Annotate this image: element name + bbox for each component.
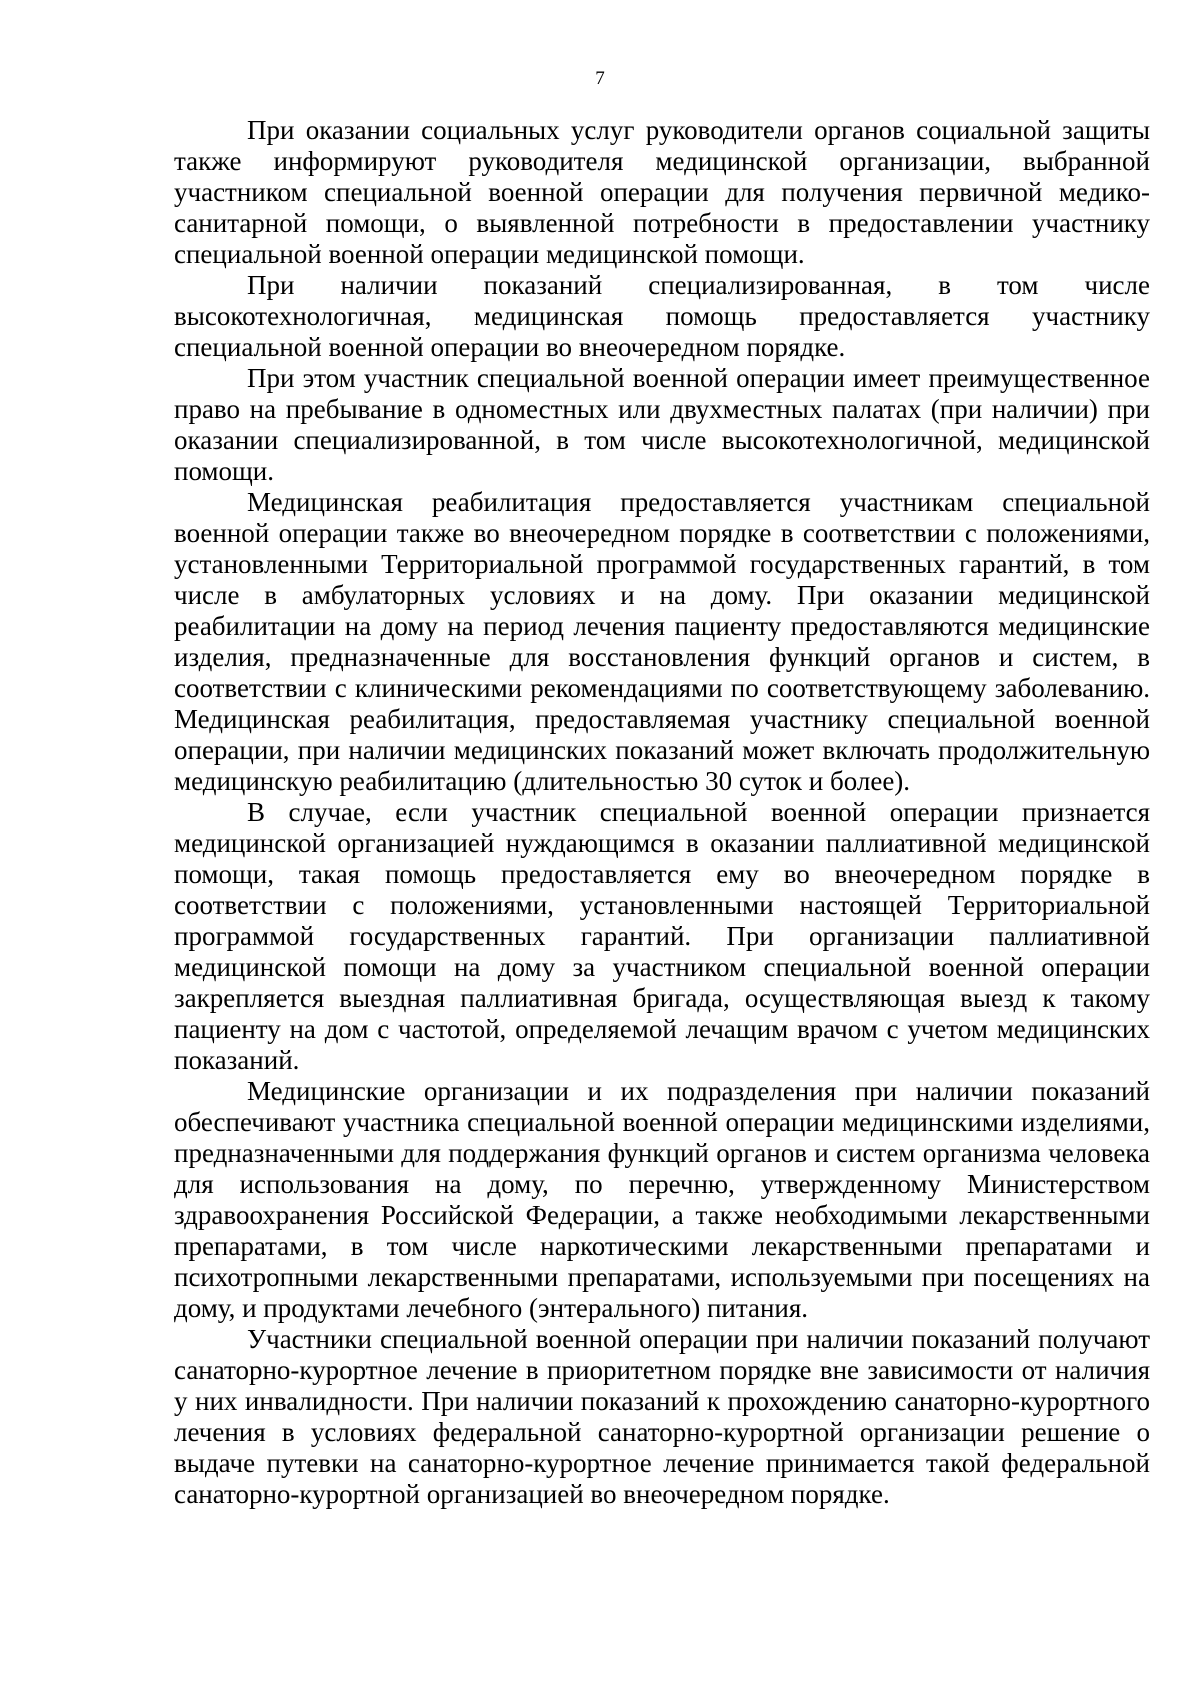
page-number: 7 bbox=[595, 68, 605, 89]
paragraph-ward-priority: При этом участник специальной военной операции имеет преимущественное право на пребывание в одноместных или двухместных палатах (при наличии) при оказании специализированной, в том числе высокотехнологичной, медицинской помощи. bbox=[174, 363, 1150, 486]
paragraph-social-services-notification: При оказании социальных услуг руководители органов социальной защиты также информируют руководителя медицинской организации, выбранной участником специальной военной операции для получения первичной медико-санитарной помощи, о выявленной потребности в предоставлении участнику специальной военной операции медицинской помощи. bbox=[174, 115, 1150, 269]
paragraph-sanatorium-treatment: Участники специальной военной операции при наличии показаний получают санаторно-курортное лечение в приоритетном порядке вне зависимости от наличия у них инвалидности. При наличии показаний к прохождению санаторно-курортного лечения в условиях федеральной санаторно-курортной организации решение о выдаче путевки на санаторно-курортное лечение принимается такой федеральной санаторно-курортной организацией во внеочередном порядке. bbox=[174, 1324, 1150, 1509]
paragraph-medical-devices-and-drugs: Медицинские организации и их подразделения при наличии показаний обеспечивают участника специальной военной операции медицинскими изделиями, предназначенными для поддержания функций органов и систем организма человека для использования на дому, по перечню, утвержденному Министерством здравоохранения Российской Федерации, а также необходимыми лекарственными препаратами, в том числе наркотическими лекарственными препаратами и психотропными лекарственными препаратами, используемыми при посещениях на дому, и продуктами лечебного (энтерального) питания. bbox=[174, 1076, 1150, 1323]
paragraph-medical-rehabilitation: Медицинская реабилитация предоставляется участникам специальной военной операции также во внеочередном порядке в соответствии с положениями, установленными Территориальной программой государственных гарантий, в том числе в амбулаторных условиях и на дому. При оказании медицинской реабилитации на дому на период лечения пациенту предоставляются медицинские изделия, предназначенные для восстановления функций органов и систем, в соответствии с клиническими рекомендациями по соответствующему заболеванию. Медицинская реабилитация, предоставляемая участнику специальной военной операции, при наличии медицинских показаний может включать продолжительную медицинскую реабилитацию (длительностью 30 суток и более). bbox=[174, 487, 1150, 796]
paragraph-palliative-care: В случае, если участник специальной военной операции признается медицинской организацией нуждающимся в оказании паллиативной медицинской помощи, такая помощь предоставляется ему во внеочередном порядке в соответствии с положениями, установленными настоящей Территориальной программой государственных гарантий. При организации паллиативной медицинской помощи на дому за участником специальной военной операции закрепляется выездная паллиативная бригада, осуществляющая выезд к такому пациенту на дом с частотой, определяемой лечащим врачом с учетом медицинских показаний. bbox=[174, 797, 1150, 1075]
paragraph-specialized-care: При наличии показаний специализированная, в том числе высокотехнологичная, медицинская помощь предоставляется участнику специальной военной операции во внеочередном порядке. bbox=[174, 270, 1150, 362]
document-body bbox=[174, 115, 1150, 1510]
